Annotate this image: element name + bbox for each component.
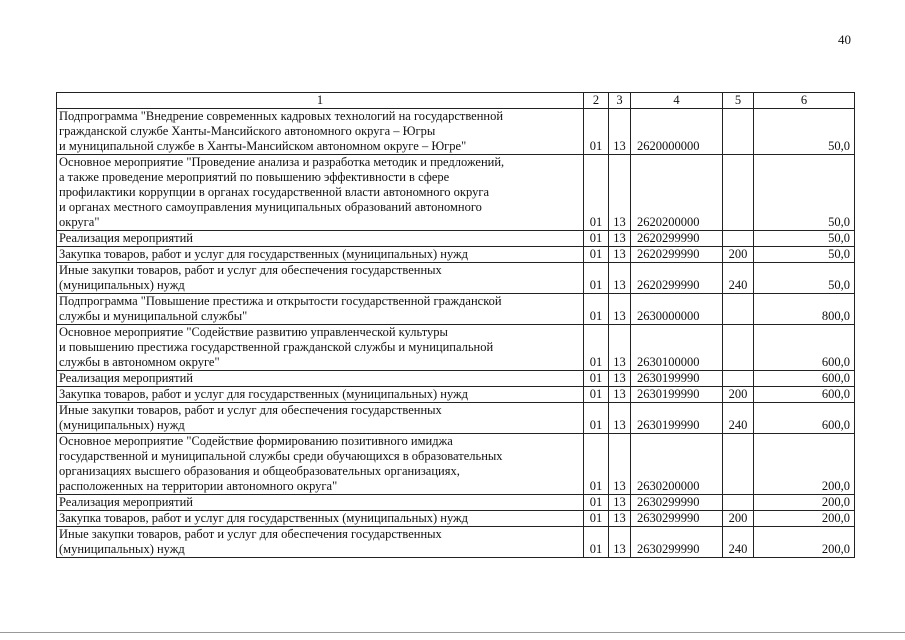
row-amount-cell: 600,0 bbox=[754, 371, 855, 387]
column-header-4: 4 bbox=[631, 93, 723, 109]
row-name-cell bbox=[57, 109, 584, 155]
row-expense-type-cell: 200 bbox=[723, 247, 754, 263]
page-number: 40 bbox=[838, 32, 851, 47]
row-name-text: Иные закупки товаров, работ и услуг для обеспечения государственных (муниципальных) нужд bbox=[59, 403, 442, 432]
row-name-text: Подпрограмма "Внедрение современных кадровых технологий на государственной гражданской службе Ханты-Мансийского автономного округа – Югры и муниципальной службе в Ханты-Мансийском автономном округе – Югре" bbox=[59, 109, 504, 153]
row-name-cell bbox=[57, 263, 584, 294]
row-section-cell: 01 bbox=[584, 294, 609, 325]
row-name-cell bbox=[57, 403, 584, 434]
column-header-2: 2 bbox=[584, 93, 609, 109]
row-name-cell bbox=[57, 495, 584, 511]
table-row bbox=[57, 495, 855, 511]
row-amount-cell: 200,0 bbox=[754, 434, 855, 495]
table-row bbox=[57, 371, 855, 387]
table-row bbox=[57, 387, 855, 403]
table-row bbox=[57, 511, 855, 527]
row-name-cell bbox=[57, 371, 584, 387]
row-name-cell bbox=[57, 231, 584, 247]
table-row bbox=[57, 434, 855, 495]
row-expense-type-cell: 240 bbox=[723, 527, 754, 558]
row-name-cell bbox=[57, 155, 584, 231]
row-target-article-cell: 2630299990 bbox=[631, 511, 723, 527]
row-expense-type-cell bbox=[723, 434, 754, 495]
row-subsection-cell: 13 bbox=[609, 434, 631, 495]
row-amount-cell: 600,0 bbox=[754, 387, 855, 403]
row-name-text: Основное мероприятие "Содействие формированию позитивного имиджа государственной и муниципальной службы среди обучающихся в образовательных организациях высшего образования и общеобразовательных организациях, расположенных на территории автономного округа" bbox=[59, 434, 503, 493]
row-name-text: Иные закупки товаров, работ и услуг для обеспечения государственных (муниципальных) нужд bbox=[59, 527, 442, 556]
row-name-cell bbox=[57, 511, 584, 527]
row-subsection-cell: 13 bbox=[609, 387, 631, 403]
column-header-6: 6 bbox=[754, 93, 855, 109]
row-expense-type-cell bbox=[723, 325, 754, 371]
row-amount-cell: 50,0 bbox=[754, 247, 855, 263]
row-section-cell: 01 bbox=[584, 371, 609, 387]
row-subsection-cell: 13 bbox=[609, 231, 631, 247]
row-name-cell bbox=[57, 294, 584, 325]
row-name-cell bbox=[57, 434, 584, 495]
row-name-text: Закупка товаров, работ и услуг для государственных (муниципальных) нужд bbox=[59, 511, 469, 525]
budget-table-body bbox=[57, 93, 855, 558]
table-row bbox=[57, 403, 855, 434]
table-row bbox=[57, 325, 855, 371]
row-section-cell: 01 bbox=[584, 325, 609, 371]
row-expense-type-cell bbox=[723, 371, 754, 387]
row-target-article-cell: 2630200000 bbox=[631, 434, 723, 495]
row-target-article-cell: 2620299990 bbox=[631, 263, 723, 294]
row-name-text: Реализация мероприятий bbox=[59, 231, 193, 245]
table-row bbox=[57, 263, 855, 294]
row-target-article-cell: 2620000000 bbox=[631, 109, 723, 155]
row-name-cell bbox=[57, 387, 584, 403]
row-section-cell: 01 bbox=[584, 231, 609, 247]
row-target-article-cell: 2630000000 bbox=[631, 294, 723, 325]
row-amount-cell: 200,0 bbox=[754, 527, 855, 558]
row-expense-type-cell: 240 bbox=[723, 263, 754, 294]
row-name-text: Иные закупки товаров, работ и услуг для обеспечения государственных (муниципальных) нужд bbox=[59, 263, 442, 292]
table-row bbox=[57, 109, 855, 155]
row-amount-cell: 50,0 bbox=[754, 231, 855, 247]
row-name-text: Реализация мероприятий bbox=[59, 495, 193, 509]
row-subsection-cell: 13 bbox=[609, 527, 631, 558]
row-target-article-cell: 2630199990 bbox=[631, 403, 723, 434]
row-subsection-cell: 13 bbox=[609, 294, 631, 325]
row-subsection-cell: 13 bbox=[609, 371, 631, 387]
column-header-1: 1 bbox=[57, 93, 584, 109]
row-expense-type-cell bbox=[723, 155, 754, 231]
table-row bbox=[57, 231, 855, 247]
row-target-article-cell: 2620200000 bbox=[631, 155, 723, 231]
row-name-text: Реализация мероприятий bbox=[59, 371, 193, 385]
row-expense-type-cell: 240 bbox=[723, 403, 754, 434]
scan-edge-line bbox=[0, 632, 905, 633]
row-target-article-cell: 2630299990 bbox=[631, 495, 723, 511]
row-amount-cell: 200,0 bbox=[754, 495, 855, 511]
row-section-cell: 01 bbox=[584, 434, 609, 495]
row-target-article-cell: 2630199990 bbox=[631, 387, 723, 403]
row-name-text: Подпрограмма "Повышение престижа и открытости государственной гражданской службы и муниципальной службы" bbox=[59, 294, 502, 323]
row-expense-type-cell: 200 bbox=[723, 387, 754, 403]
row-target-article-cell: 2620299990 bbox=[631, 231, 723, 247]
row-name-text: Основное мероприятие "Содействие развитию управленческой культуры и повышению престижа государственной гражданской службы и муниципальной службы в автономном округе" bbox=[59, 325, 494, 369]
row-target-article-cell: 2620299990 bbox=[631, 247, 723, 263]
row-name-text: Закупка товаров, работ и услуг для государственных (муниципальных) нужд bbox=[59, 387, 469, 401]
row-section-cell: 01 bbox=[584, 403, 609, 434]
row-section-cell: 01 bbox=[584, 155, 609, 231]
row-amount-cell: 50,0 bbox=[754, 109, 855, 155]
table-row bbox=[57, 247, 855, 263]
row-target-article-cell: 2630199990 bbox=[631, 371, 723, 387]
row-subsection-cell: 13 bbox=[609, 109, 631, 155]
row-section-cell: 01 bbox=[584, 527, 609, 558]
row-subsection-cell: 13 bbox=[609, 247, 631, 263]
row-amount-cell: 800,0 bbox=[754, 294, 855, 325]
row-expense-type-cell bbox=[723, 231, 754, 247]
row-amount-cell: 600,0 bbox=[754, 403, 855, 434]
row-amount-cell: 50,0 bbox=[754, 155, 855, 231]
row-expense-type-cell bbox=[723, 109, 754, 155]
row-subsection-cell: 13 bbox=[609, 155, 631, 231]
row-name-text: Основное мероприятие "Проведение анализа и разработка методик и предложений, а также проведение мероприятий по повышению эффективности в сфере профилактики коррупции в органах государственной власти автономного округа и органах местного самоуправления муниципальных образований автономного округа" bbox=[59, 155, 505, 229]
row-subsection-cell: 13 bbox=[609, 511, 631, 527]
row-amount-cell: 600,0 bbox=[754, 325, 855, 371]
row-expense-type-cell bbox=[723, 294, 754, 325]
row-expense-type-cell bbox=[723, 495, 754, 511]
row-name-cell bbox=[57, 247, 584, 263]
row-subsection-cell: 13 bbox=[609, 403, 631, 434]
row-name-cell bbox=[57, 325, 584, 371]
row-subsection-cell: 13 bbox=[609, 495, 631, 511]
row-section-cell: 01 bbox=[584, 387, 609, 403]
row-section-cell: 01 bbox=[584, 247, 609, 263]
row-subsection-cell: 13 bbox=[609, 325, 631, 371]
column-header-3: 3 bbox=[609, 93, 631, 109]
row-name-cell bbox=[57, 527, 584, 558]
row-target-article-cell: 2630100000 bbox=[631, 325, 723, 371]
row-section-cell: 01 bbox=[584, 495, 609, 511]
row-subsection-cell: 13 bbox=[609, 263, 631, 294]
row-section-cell: 01 bbox=[584, 263, 609, 294]
row-amount-cell: 200,0 bbox=[754, 511, 855, 527]
column-header-5: 5 bbox=[723, 93, 754, 109]
row-section-cell: 01 bbox=[584, 109, 609, 155]
table-row bbox=[57, 155, 855, 231]
row-section-cell: 01 bbox=[584, 511, 609, 527]
row-expense-type-cell: 200 bbox=[723, 511, 754, 527]
budget-table bbox=[56, 92, 855, 558]
row-target-article-cell: 2630299990 bbox=[631, 527, 723, 558]
table-row bbox=[57, 294, 855, 325]
row-name-text: Закупка товаров, работ и услуг для государственных (муниципальных) нужд bbox=[59, 247, 469, 261]
column-number-row bbox=[57, 93, 855, 109]
table-row bbox=[57, 527, 855, 558]
row-amount-cell: 50,0 bbox=[754, 263, 855, 294]
